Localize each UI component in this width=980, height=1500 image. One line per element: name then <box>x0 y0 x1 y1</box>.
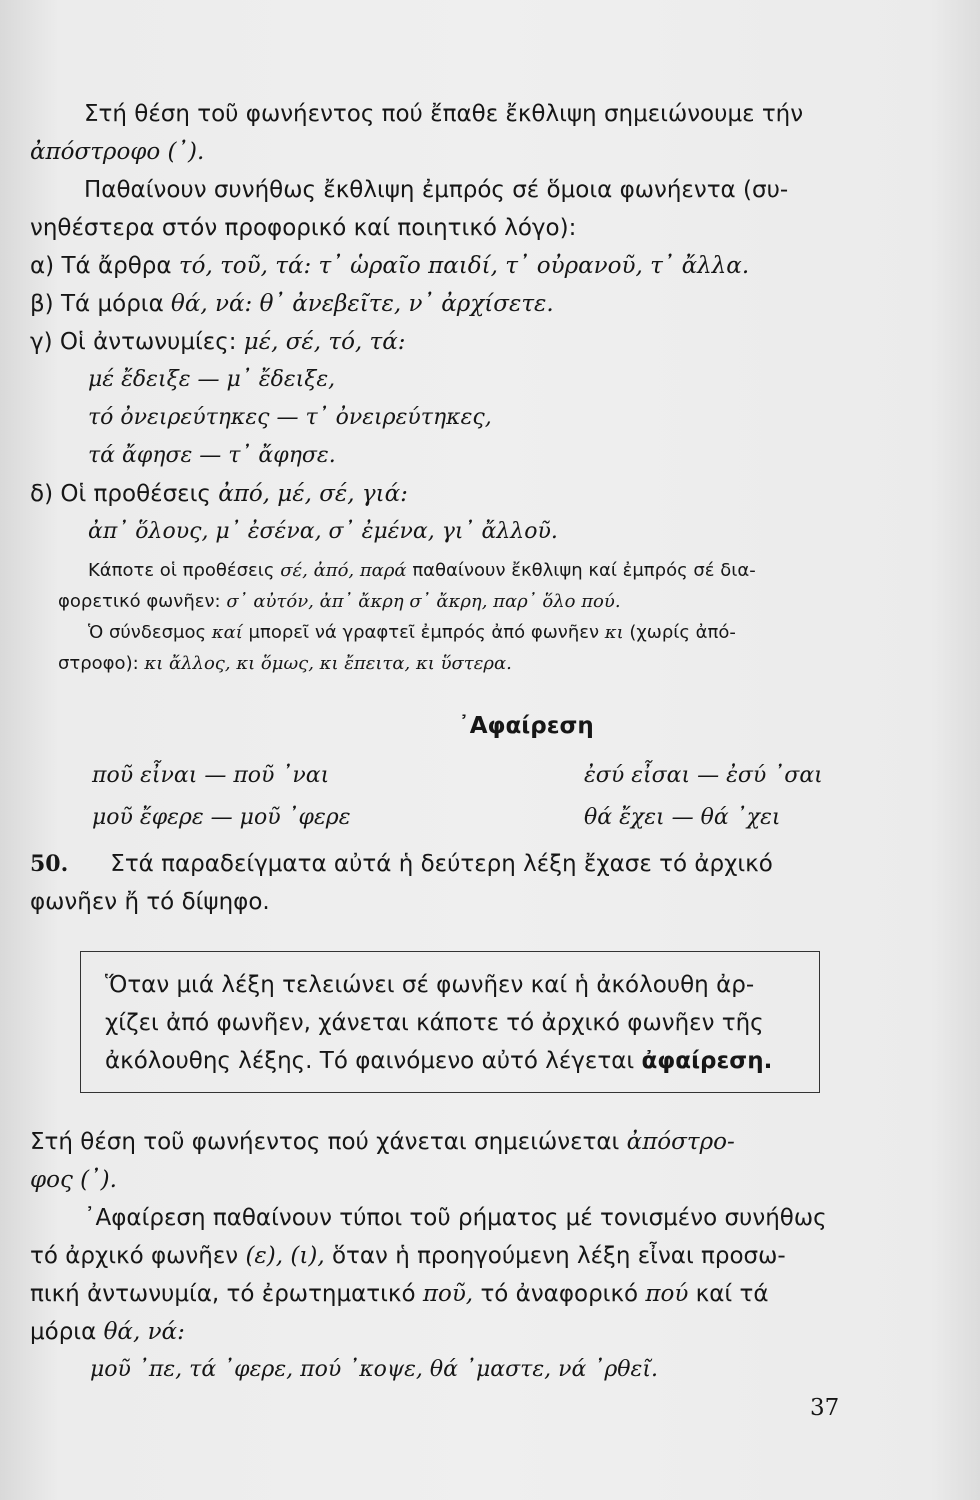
list-item-b <box>30 285 842 323</box>
example-line: τό ὀνειρεύτηκες — τ᾿ ὀνειρεύτηκες, <box>88 405 492 430</box>
example-line: ἀπ᾿ ὅλους, μ᾿ ἐσένα, σ᾿ ἐμένα, γι᾿ ἄλλοῦ. <box>88 519 558 544</box>
term-text: ἀπόστρο- <box>626 1129 735 1155</box>
section-50-line <box>30 845 842 883</box>
example-line: μέ ἔδειξε — μ᾿ ἔδειξε, <box>88 367 336 392</box>
paragraph-text: τό ἀναφορικό <box>480 1281 639 1307</box>
text-line <box>30 1237 842 1275</box>
text-line: φωνῆεν ἤ τό δίψηφο. <box>30 889 270 915</box>
rule-text: ἀκόλουθης λέξης. Τό φαινόμενο αὐτό λέγεται <box>105 1048 635 1074</box>
paragraph-text: Στή θέση τοῦ φωνήεντος πού χάνεται σημειώνεται <box>30 1129 620 1155</box>
example-line: τά ἄφησε — τ᾿ ἄφησε. <box>88 443 336 468</box>
note-text: (χωρίς ἀπό- <box>629 622 736 643</box>
note-example: κι <box>604 622 624 643</box>
note-text: Κάποτε οἱ προθέσεις <box>88 560 275 581</box>
text-line: νηθέστερα στόν προφορικό καί ποιητικό λόγο): <box>30 215 577 241</box>
paragraph-text: Παθαίνουν συνήθως ἔκθλιψη ἐμπρός σέ ὅμοια φωνήεντα (συ- <box>84 177 789 203</box>
text-line <box>30 1275 842 1313</box>
example-left: ποῦ εἶναι — ποῦ ᾿ναι <box>92 763 330 788</box>
list-item-a <box>30 247 842 285</box>
text-line <box>30 95 842 133</box>
paragraph-text: Στή θέση τοῦ φωνήεντος πού ἔπαθε ἔκθλιψη σημειώνουμε τήν <box>84 101 804 127</box>
note-line <box>30 555 842 586</box>
note-text: Ὁ σύνδεσμος <box>88 622 207 643</box>
paragraph-text: ὅταν ἡ προηγούμενη λέξη εἶναι προσω- <box>331 1243 786 1269</box>
text-line <box>30 1123 842 1161</box>
text-line: ἀπόστροφο (᾿). <box>30 139 205 165</box>
example-text: θά, νά: θ᾿ ἀνεβεῖτε, ν᾿ ἀρχίσετε. <box>171 291 554 317</box>
page-content <box>30 95 842 1389</box>
list-item-d <box>30 475 842 513</box>
rule-term: ἀφαίρεση. <box>641 1048 773 1074</box>
term-text: (ε), (ι), <box>245 1243 325 1269</box>
text-line <box>30 1199 842 1237</box>
note-example: κι ἄλλος, κι ὅμως, κι ἔπειτα, κι ὕστερα. <box>144 653 512 674</box>
note-line <box>30 617 842 648</box>
term-text: πού <box>645 1281 689 1307</box>
term-text: ποῦ, <box>422 1281 474 1307</box>
list-label: γ) Οἱ ἀντωνυμίες: <box>30 329 237 355</box>
paragraph-text: καί τά <box>695 1281 769 1307</box>
text-line <box>30 1313 842 1351</box>
example-right: ἐσύ εἶσαι — ἐσύ ᾿σαι <box>584 763 823 788</box>
note-line <box>30 586 842 617</box>
example-right: θά ἔχει — θά ᾿χει <box>584 805 781 830</box>
text-line: φος (᾿). <box>30 1167 117 1193</box>
section-heading: ᾿Αφαίρεση <box>458 713 594 739</box>
list-label: β) Τά μόρια <box>30 291 164 317</box>
example-text: μέ, σέ, τό, τά: <box>243 329 406 355</box>
rule-line: χίζει ἀπό φωνῆεν, χάνεται κάποτε τό ἀρχικό φωνῆεν τῆς <box>105 1010 764 1036</box>
list-label: α) Τά ἄρθρα <box>30 253 172 279</box>
note-example: σέ, ἀπό, παρά <box>280 560 407 581</box>
example-text: τό, τοῦ, τά: τ᾿ ὡραῖο παιδί, τ᾿ οὐρανοῦ, τ᾿ ἄλλα. <box>178 253 750 279</box>
example-left: μοῦ ἔφερε — μοῦ ᾿φερε <box>92 805 351 830</box>
section-number: 50. <box>30 851 69 877</box>
term-text: θά, νά: <box>103 1319 185 1345</box>
note-example: καί <box>211 622 243 643</box>
note-text: φορετικό φωνῆεν: <box>58 591 221 612</box>
rule-box <box>80 951 820 1093</box>
note-text: στροφο): <box>58 653 139 674</box>
paragraph-text: τό ἀρχικό φωνῆεν <box>30 1243 239 1269</box>
example-line: μοῦ ᾿πε, τά ᾿φερε, πού ᾿κοψε, θά ᾿μαστε, νά ᾿ρθεῖ. <box>90 1357 658 1382</box>
text-line <box>30 171 842 209</box>
example-pair-row <box>30 755 842 797</box>
rule-line: Ὅταν μιά λέξη τελειώνει σέ φωνῆεν καί ἡ ἀκόλουθη ἀρ- <box>105 972 755 998</box>
paragraph-text: πική ἀντωνυμία, τό ἐρωτηματικό <box>30 1281 416 1307</box>
example-text: ἀπό, μέ, σέ, γιά: <box>218 481 408 507</box>
paragraph-text: ᾿Αφαίρεση παθαίνουν τύποι τοῦ ρήματος μέ τονισμένο συνήθως <box>84 1205 827 1231</box>
paragraph-text: Στά παραδείγματα αὐτά ἡ δεύτερη λέξη ἔχασε τό ἀρχικό <box>110 851 773 877</box>
note-text: παθαίνουν ἔκθλιψη καί ἐμπρός σέ δια- <box>412 560 756 581</box>
note-example: σ᾿ αὐτόν, ἀπ᾿ ἄκρη σ᾿ ἄκρη, παρ᾿ ὅλο πού. <box>226 591 621 612</box>
list-label: δ) Οἱ προθέσεις <box>30 481 211 507</box>
example-pair-row <box>30 797 842 839</box>
note-text: μπορεῖ νά γραφτεῖ ἐμπρός ἀπό φωνῆεν <box>248 622 600 643</box>
note-line <box>30 648 842 679</box>
rule-line <box>105 1042 799 1080</box>
paragraph-text: μόρια <box>30 1319 97 1345</box>
page-number: 37 <box>810 1395 840 1421</box>
list-item-c <box>30 323 842 361</box>
